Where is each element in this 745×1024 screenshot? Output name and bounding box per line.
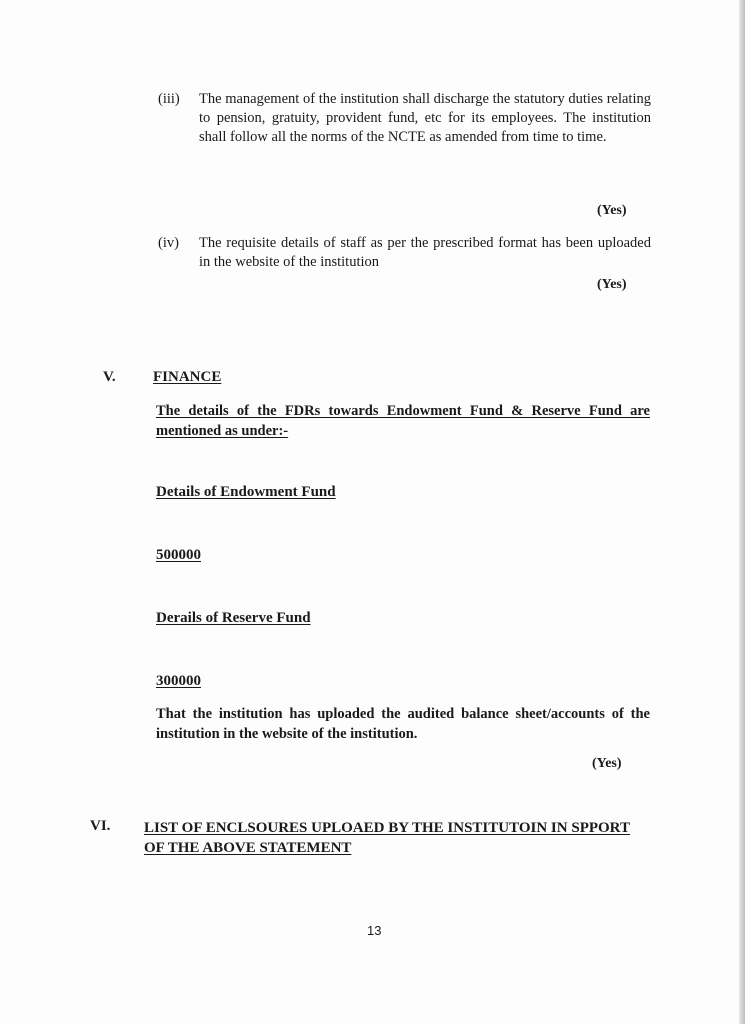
item-iii-answer: (Yes) (597, 203, 627, 218)
page-number: 13 (367, 923, 382, 938)
item-iii-number: (iii) (158, 91, 180, 107)
section-vi-title: LIST OF ENCLSOURES UPLOAED BY THE INSTITUTOIN IN SPPORT OF THE ABOVE STATEMENT (144, 820, 630, 856)
endowment-fund-label: Details of Endowment Fund (156, 484, 336, 500)
item-iv-answer: (Yes) (597, 277, 627, 292)
item-iv-text: The requisite details of staff as per the prescribed format has been uploaded in the website of the institution (199, 235, 651, 270)
finance-intro: The details of the FDRs towards Endowment Fund & Reserve Fund are mentioned as under:- (156, 403, 650, 439)
item-iv-number: (iv) (158, 235, 179, 251)
balance-sheet-answer: (Yes) (592, 756, 622, 771)
scan-edge (739, 0, 745, 1024)
item-iii-text: The management of the institution shall discharge the statutory duties relating to pension, gratuity, provident fund, etc for its employees. The institution shall follow all the norms of the NCTE as amended from time to time. (199, 91, 651, 145)
reserve-fund-value: 300000 (156, 673, 201, 689)
section-v-title: FINANCE (153, 369, 222, 385)
reserve-fund-label: Derails of Reserve Fund (156, 610, 311, 626)
balance-sheet-statement: That the institution has uploaded the audited balance sheet/accounts of the institution in the website of the institution. (156, 706, 650, 742)
section-vi-number: VI. (90, 818, 111, 834)
endowment-fund-value: 500000 (156, 547, 201, 563)
section-v-number: V. (103, 369, 116, 385)
